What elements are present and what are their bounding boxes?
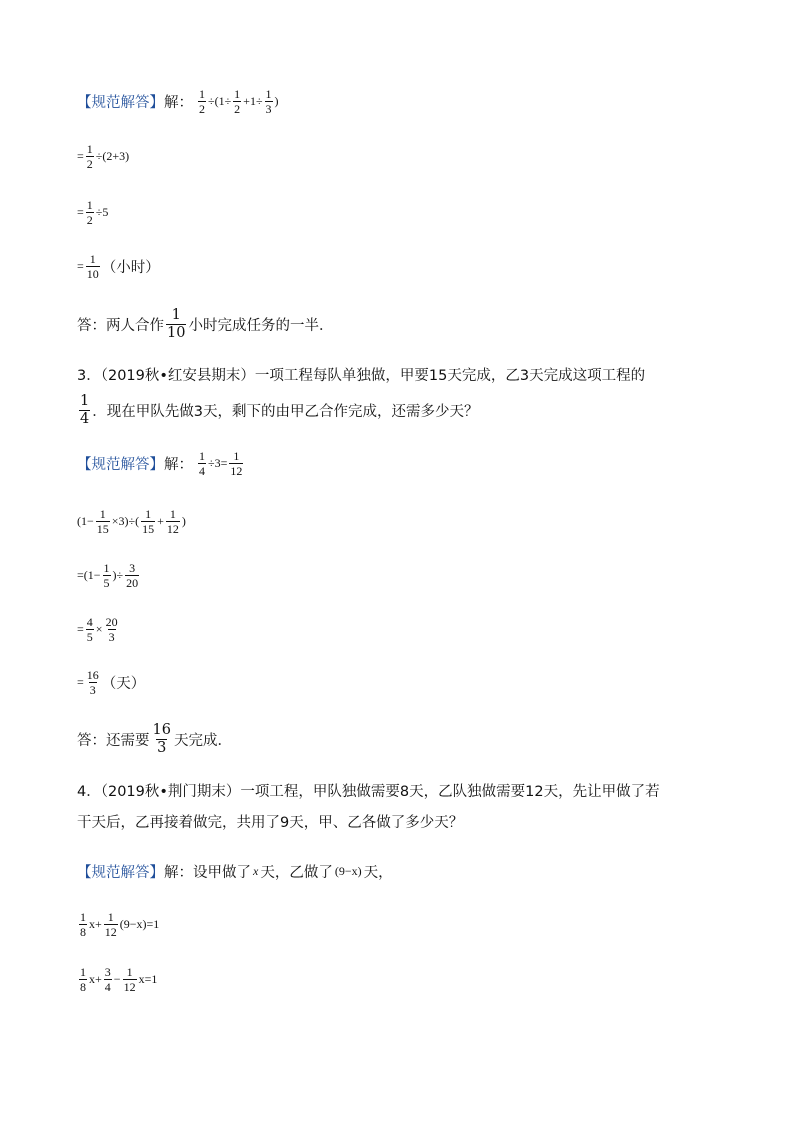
- fraction: $\frac{1}{12}$: [230, 449, 243, 478]
- variable-x: x: [253, 864, 259, 878]
- math-text: ×3)÷(: [111, 514, 140, 528]
- solution-1-line-2: [77, 143, 129, 170]
- math-text: −: [113, 972, 121, 986]
- math-text: ): [274, 94, 279, 108]
- math-text: x=1: [138, 972, 158, 986]
- fraction: $\frac{3}{20}$: [126, 561, 139, 590]
- math-text: =: [77, 205, 84, 219]
- question-3-line-2: [77, 394, 478, 426]
- fraction: $\frac{1}{2}$: [86, 198, 93, 227]
- answer-text: 答：两人合作: [77, 317, 164, 334]
- unit-text: （小时）: [101, 260, 160, 276]
- math-text: =(1−: [77, 568, 101, 582]
- math-text: ÷3=: [208, 456, 228, 470]
- question-text: ．现在甲队先做3天，剩下的由甲乙合作完成，还需多少天？: [92, 403, 479, 420]
- fraction: $\frac{1}{12}$: [123, 965, 136, 994]
- fraction: $\frac{1}{5}$: [103, 561, 110, 590]
- question-4-line-1: 4．（2019秋•荆门期末）一项工程，甲队独做需要8天，乙队独做需要12天，先让甲做了若: [77, 784, 660, 800]
- math-text: =: [77, 259, 84, 273]
- math-text: (9−x): [334, 864, 362, 878]
- math-text: ×: [95, 622, 103, 636]
- solution-3-line-3: [77, 562, 141, 589]
- answer-1: [77, 308, 333, 340]
- fraction: $\frac{1}{2}$: [86, 142, 93, 171]
- answer-text: 答：还需要: [77, 732, 150, 749]
- fraction: $\frac{1}{2}$: [234, 87, 241, 116]
- answer-text: 小时完成任务的一半．: [188, 317, 334, 334]
- math-text: (9−x)=1: [119, 917, 160, 931]
- solution-4-line-3: [77, 966, 157, 993]
- solution-1-line-1: [77, 88, 279, 115]
- solution-1-line-4: [77, 253, 160, 280]
- fraction: $\frac{4}{5}$: [86, 615, 93, 644]
- fraction: $\frac{1}{2}$: [199, 87, 205, 116]
- solution-3-line-5: [77, 669, 145, 696]
- math-text: ÷5: [95, 205, 109, 219]
- solution-text: 设甲做了: [193, 865, 251, 881]
- fraction: $\frac{1}{10}$: [167, 307, 186, 341]
- answer-tag: 【规范解答】: [77, 95, 164, 111]
- answer-3: [77, 723, 232, 755]
- fraction: $\frac{3}{4}$: [104, 965, 111, 994]
- math-text: x+: [89, 972, 102, 986]
- fraction: $\frac{1}{15}$: [96, 507, 109, 536]
- solution-text: 天，乙做了: [260, 865, 333, 881]
- fraction: $\frac{1}{4}$: [199, 449, 205, 478]
- fraction: $\frac{1}{8}$: [80, 965, 86, 994]
- question-4-line-2: 干天后，乙再接着做完，共用了9天，甲、乙各做了多少天？: [77, 815, 464, 831]
- math-text: x+: [89, 917, 102, 931]
- math-text: )÷: [112, 568, 124, 582]
- solution-label: 解：: [164, 95, 193, 111]
- solution-3-line-4: [77, 616, 121, 643]
- fraction: $\frac{1}{10}$: [86, 252, 99, 281]
- solution-4-line-1: [77, 861, 393, 882]
- math-text: =: [77, 149, 84, 163]
- solution-4-line-2: [77, 911, 159, 938]
- fraction: $\frac{20}{3}$: [105, 615, 118, 644]
- fraction: $\frac{1}{15}$: [142, 507, 155, 536]
- answer-text: 天完成．: [173, 732, 232, 749]
- math-text: +: [157, 514, 164, 528]
- math-text: ): [181, 514, 186, 528]
- fraction: $\frac{1}{3}$: [265, 87, 272, 116]
- math-text: =: [77, 622, 84, 636]
- fraction: $\frac{1}{12}$: [166, 507, 179, 536]
- fraction: $\frac{1}{8}$: [80, 910, 86, 939]
- solution-text: 天，: [363, 865, 393, 881]
- math-text: +1÷: [243, 94, 263, 108]
- question-3-line-1: 3．（2019秋•红安县期末）一项工程每队单独做，甲要15天完成，乙3天完成这项工程的: [77, 368, 646, 384]
- solution-1-line-3: [77, 199, 108, 226]
- unit-text: （天）: [101, 676, 146, 692]
- math-text: =: [77, 675, 84, 689]
- math-text: ÷(1÷: [208, 94, 232, 108]
- fraction: $\frac{1}{4}$: [80, 393, 90, 427]
- fraction: $\frac{16}{3}$: [86, 668, 99, 697]
- answer-tag: 【规范解答】: [77, 457, 164, 473]
- fraction: $\frac{1}{12}$: [104, 910, 117, 939]
- fraction: $\frac{16}{3}$: [152, 722, 171, 756]
- solution-3-line-1: [77, 450, 245, 477]
- solution-label: 解：: [164, 457, 193, 473]
- solution-label: 解：: [164, 865, 193, 881]
- answer-tag: 【规范解答】: [77, 865, 164, 881]
- math-text: (1−: [77, 514, 94, 528]
- math-text: ÷(2+3): [95, 149, 130, 163]
- solution-3-line-2: [77, 508, 186, 535]
